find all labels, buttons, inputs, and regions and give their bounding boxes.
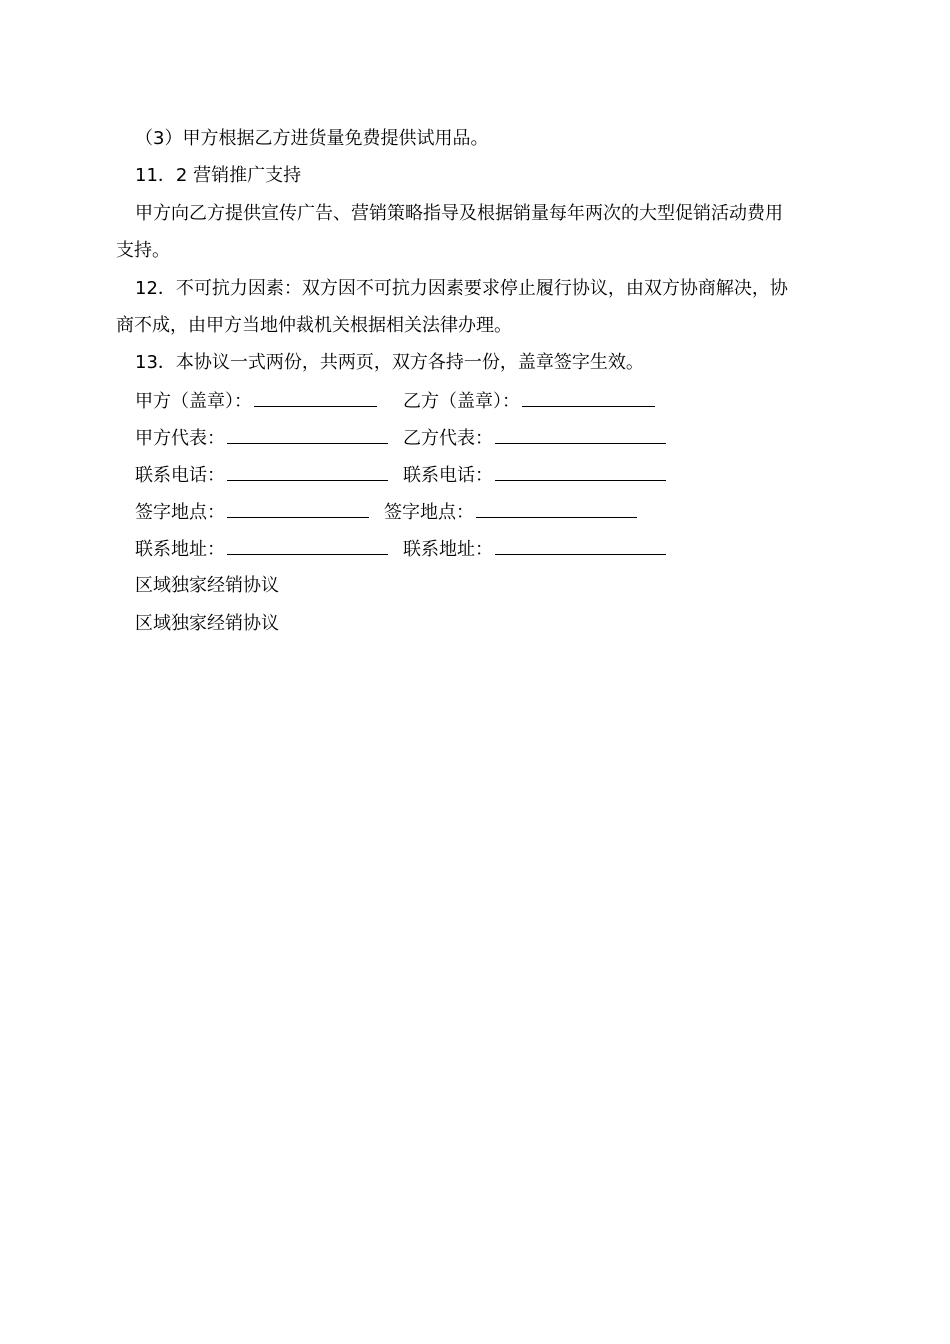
party-b-seal-label: 乙方（盖章）： (403, 391, 520, 412)
place-b-blank (476, 501, 637, 518)
address-a-label: 联系地址： (135, 539, 225, 560)
place-a-field (135, 501, 369, 524)
party-a-seal-label: 甲方（盖章）： (135, 391, 252, 412)
place-a-label: 签字地点： (135, 502, 225, 523)
address-b-blank (495, 538, 666, 555)
phone-a-field (135, 464, 388, 487)
address-b-field (403, 538, 666, 561)
paragraph-trial-products: （3）甲方根据乙方进货量免费提供试用品。 (135, 128, 489, 149)
paragraph-force-majeure-line1: 12．不可抗力因素：双方因不可抗力因素要求停止履行协议，由双方协商解决，协 (135, 278, 788, 299)
party-b-seal-blank (522, 390, 655, 407)
address-b-label: 联系地址： (403, 539, 493, 560)
party-a-rep-label: 甲方代表： (135, 428, 225, 449)
paragraph-force-majeure-line2: 商不成，由甲方当地仲裁机关根据相关法律办理。 (116, 315, 512, 336)
paragraph-marketing-support-line2: 支持。 (116, 240, 170, 261)
address-a-blank (227, 538, 388, 555)
party-b-seal-field (403, 390, 655, 413)
party-a-seal-blank (254, 390, 377, 407)
party-a-seal-field (135, 390, 377, 413)
place-b-label: 签字地点： (384, 502, 474, 523)
party-b-rep-label: 乙方代表： (403, 428, 493, 449)
phone-b-field (403, 464, 666, 487)
paragraph-copies-effective: 13．本协议一式两份，共两页，双方各持一份，盖章签字生效。 (135, 352, 644, 373)
footer-title-2: 区域独家经销协议 (135, 613, 279, 634)
address-a-field (135, 538, 388, 561)
party-b-rep-blank (495, 427, 666, 444)
party-a-rep-blank (227, 427, 388, 444)
place-b-field (384, 501, 637, 524)
paragraph-marketing-support-line1: 甲方向乙方提供宣传广告、营销策略指导及根据销量每年两次的大型促销活动费用 (135, 203, 783, 224)
section-heading-marketing-support: 11．2 营销推广支持 (135, 165, 302, 186)
party-b-rep-field (403, 427, 666, 450)
phone-b-blank (495, 464, 666, 481)
phone-a-label: 联系电话： (135, 465, 225, 486)
place-a-blank (227, 501, 369, 518)
phone-a-blank (227, 464, 388, 481)
footer-title-1: 区域独家经销协议 (135, 575, 279, 596)
party-a-rep-field (135, 427, 388, 450)
phone-b-label: 联系电话： (403, 465, 493, 486)
